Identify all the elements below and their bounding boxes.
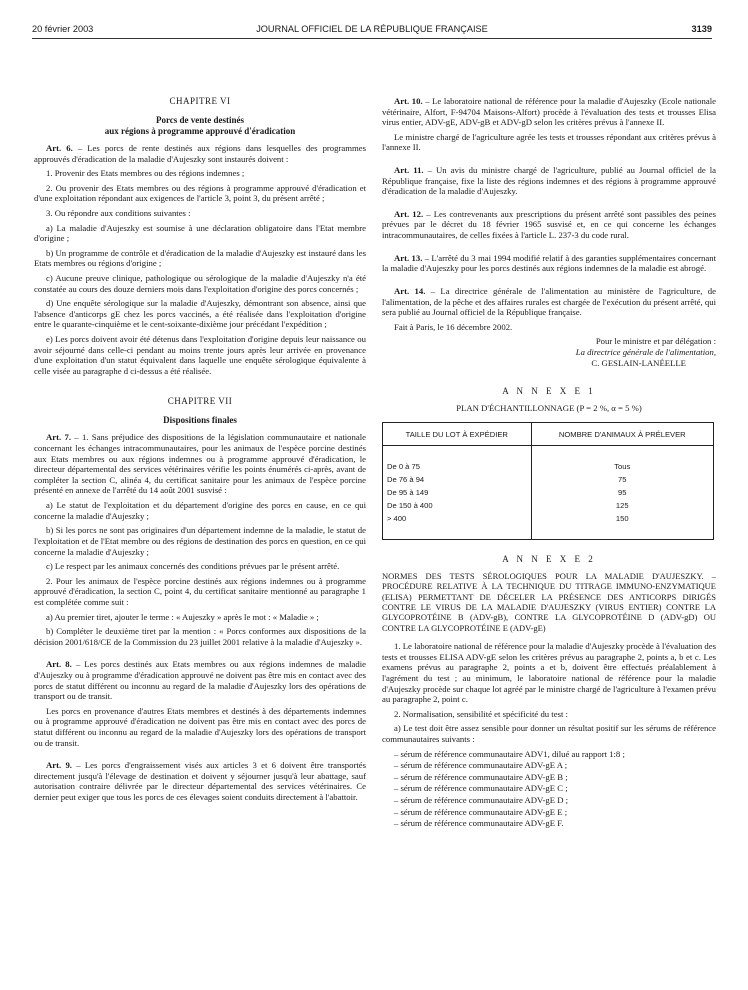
table-row: De 150 à 400 125 (383, 499, 714, 512)
left-column (34, 96, 366, 807)
article-6-item-1: 1. Provenir des Etats membres ou des régions indemnes ; (46, 168, 245, 179)
table-header-lot: TAILLE DU LOT À EXPÉDIER (383, 422, 532, 445)
chapter-6-title-line2: aux régions à programme approuvé d'éradication (104, 125, 296, 136)
annexe-1-heading: A N N E X E 1 (502, 386, 596, 397)
header-date: 20 février 2003 (32, 24, 94, 34)
article-7-2-item-b: b) Compléter le deuxième tiret par la mention : « Porcs conformes aux dispositions de la décision 2001/618/CE de la Commission du 23 juillet 2001 relative à la maladie d'Aujeszky ». (34, 626, 366, 647)
article-7-2-item-a: a) Au premier tiret, ajouter le terme : « Aujeszky » après le mot : « Maladie » ; (46, 611, 319, 622)
annexe-2-heading: A N N E X E 2 (502, 554, 596, 565)
right-column (382, 96, 716, 830)
article-14: Art. 14. – La directrice générale de l'alimentation au ministère de l'agriculture, de l'alimentation, de la pêche et des affaires rurales est chargée de l'exécution du présent arrêté, qui sera publié au Journal officiel de la République française. (382, 285, 716, 318)
article-6-item-a: a) La maladie d'Aujeszky est soumise à une déclaration obligatoire dans l'Etat membre d'origine ; (34, 222, 366, 244)
article-10-para-2: Le ministre chargé de l'agriculture agrée les tests et trousses répondant aux critères prévus à l'annexe II. (382, 131, 716, 153)
signing-place-date: Fait à Paris, le 16 décembre 2002. (394, 321, 513, 332)
sampling-table (382, 422, 714, 540)
annexe-2-title: NORMES DES TESTS SÉROLOGIQUES POUR LA MALADIE D'AUJESZKY. – PROCÉDURE RELATIVE À LA TECHNIQUE DU TITRAGE IMMUNO-ENZYMATIQUE (ELISA) PERMETTANT DE DÉCELER LA PRÉSENCE DES ANTICORPS DIRIGÉS CONTRE LE VIRUS DE LA MALADIE D'AUJESZKY (VIRUS ENTIER) CONTRE LA GLYCOPROTÉINE B (ADV-gB), CONTRE LA GLYCOPROTÉINE D (ADV-gD) OU CONTRE LA GLYCOPROTÉINE E (ADV-gE) (382, 570, 716, 633)
annexe-2-para-1: 1. Le laboratoire national de référence pour la maladie d'Aujeszky procède à l'évaluation des tests et trousses ELISA ADV-gE selon les critères prévus au paragraphe 2, points a, b et c. Les examens prévus au paragraphe 2, points a et b, doivent être effectués préalablement à l'agrément du test ; au minimum, le laboratoire national de référence pour la maladie d'Aujeszky procède sur chaque lot agréé par le ministre chargé de l'agriculture à l'examen prévu au paragraphe 2, point c. (382, 641, 716, 705)
article-6-item-b: b) Un programme de contrôle et d'éradication de la maladie d'Aujeszky est instauré dans les Etats membres ou régions d'origine ; (34, 247, 366, 269)
table-row: De 0 à 75 Tous (383, 460, 714, 473)
table-row: De 95 à 149 95 (383, 486, 714, 499)
chapter-6-title-line1: Porcs de vente destinés (155, 114, 245, 125)
header-page-number: 3139 (691, 24, 712, 34)
article-7-para-2: 2. Pour les animaux de l'espèce porcine destinés aux régions indemnes ou à programme approuvé d'éradication, la section C, point 4, du certificat sanitaire mentionné au paragraphe 1 est complétée comme suit : (34, 575, 366, 607)
list-item: – sérum de référence communautaire ADV-gE C ; (394, 783, 716, 794)
annexe-1-subtitle: PLAN D'ÉCHANTILLONNAGE (P = 2 %, α = 5 %) (456, 403, 642, 414)
signature-line-1: Pour le ministre et par délégation : (595, 336, 716, 347)
list-item: – sérum de référence communautaire ADV-gE F. (394, 818, 716, 829)
article-6-item-3: 3. Ou répondre aux conditions suivantes : (46, 207, 191, 218)
article-6-item-c: c) Aucune preuve clinique, pathologique ou sérologique de la maladie d'Aujeszky n'a été constatée au cours des douze derniers mois dans l'exploitation d'origine des porcs concernés ; (34, 273, 366, 294)
chapter-7-title: Dispositions finales (163, 415, 237, 426)
header-journal-title: JOURNAL OFFICIEL DE LA RÉPUBLIQUE FRANÇAISE (256, 24, 488, 34)
article-11: Art. 11. – Un avis du ministre chargé de l'agriculture, publié au Journal officiel de la République française, fixe la liste des régions indemnes et des régions à programme approuvé d'éradication de la maladie d'Aujeszky. (382, 165, 716, 197)
list-item: – sérum de référence communautaire ADV1, dilué au rapport 1:8 ; (394, 749, 716, 760)
article-9: Art. 9. – Les porcs d'engraissement visés aux articles 3 et 6 doivent être transportés directement jusqu'à l'élevage de destination et doivent y séjourner jusqu'à leur abattage, sauf autorisation contraire délivrée par le directeur départemental des services vétérinaires. Ce dernier peut exiger que tous les porcs de ces élevages soient conduits directement à l'abattoir. (34, 760, 366, 803)
article-7-item-b: b) Si les porcs ne sont pas originaires d'un département indemne de la maladie, le statut de l'exploitation et de l'Etat membre ou des régions de destination des porcs en question, en ce qui concerne la maladie d'Aujeszky ; (34, 525, 366, 557)
annexe-2-para-2: 2. Normalisation, sensibilité et spécificité du test : (394, 708, 568, 719)
list-item: – sérum de référence communautaire ADV-gE E ; (394, 807, 716, 818)
article-8-para-2: Les porcs en provenance d'autres Etats membres et destinés à des départements indemnes ou à programme approuvé d'éradication ne doivent pas être mis en contact avec des porcs de statut différent ou inconnu au regard de la maladie d'Aujeszky lors des opérations de transport ou de transit. (34, 705, 366, 748)
chapter-7-heading: CHAPITRE VII (167, 396, 233, 407)
article-7-item-a: a) Le statut de l'exploitation et du département d'origine des porcs en cause, en ce qui concerne la maladie d'Aujeszky ; (34, 500, 366, 521)
signature-line-2: La directrice générale de l'alimentation, (575, 346, 716, 357)
list-item: – sérum de référence communautaire ADV-gE A ; (394, 760, 716, 771)
article-7: Art. 7. – 1. Sans préjudice des dispositions de la législation communautaire et nationale concernant les échanges intracommunautaires, pour les animaux de l'espèce porcine destinés aux Etats membres ou aux régions indemnes ou à programme approuvé d'éradication, le directeur départemental des services vétérinaires vérifie les points énumérés ci-après, avant de compléter la section C, alinéa 4, du certificat sanitaire pour les animaux de l'espèce porcine présenté en annexe de l'arrêté du 14 août 2001 susvisé : (34, 432, 366, 496)
article-10: Art. 10. – Le laboratoire national de référence pour la maladie d'Aujeszky (Ecole nationale vétérinaire, Alfort, F-94704 Maisons-Alfort) procède à l'évaluation des tests et trousses Elisa virus entier, ADV-gE, ADV-gB et ADV-gD selon les critères prévus à l'annexe II. (382, 96, 716, 128)
list-item: – sérum de référence communautaire ADV-gE B ; (394, 772, 716, 783)
signature-name: C. GESLAIN-LANÉELLE (591, 357, 686, 368)
table-row: De 76 à 94 75 (383, 473, 714, 486)
article-7-item-c: c) Le respect par les animaux concernés des conditions prévues par le présent arrêté. (46, 561, 340, 572)
article-8: Art. 8. – Les porcs destinés aux Etats membres ou aux régions indemnes de maladie d'Aujeszky ou à programme d'éradication approuvé ne doivent pas être mis en contact avec des porcs de statut différent ou inconnu au regard de la maladie d'Aujeszky lors des opérations de transport ou de transit. (34, 659, 367, 702)
table-header-animals: NOMBRE D'ANIMAUX À PRÉLEVER (531, 422, 713, 445)
reference-serum-list (394, 749, 716, 829)
article-6-item-e: e) Les porcs doivent avoir été détenus dans l'exploitation d'origine depuis leur naissance ou avoir séjourné dans celle-ci pendant au moins trente jours après leur arrivée en provenance d'une exploitation d'un statut équivalent dans laquelle une enquête sérologique équivalente à celle visée au paragraphe d ci-dessus a été réalisée. (34, 334, 366, 376)
page-header (32, 24, 712, 39)
article-13: Art. 13. – L'arrêté du 3 mai 1994 modifié relatif à des garanties supplémentaires concernant la maladie d'Aujeszky pour les porcs destinés aux régions indemnes de la maladie est abrogé. (382, 252, 716, 274)
chapter-6-heading: CHAPITRE VI (169, 96, 231, 106)
article-12: Art. 12. – Les contrevenants aux prescriptions du présent arrêté sont passibles des peines prévues par le décret du 18 février 1965 susvisé et, en ce qui concerne les échanges intracommunautaires, de celles fixées à l'article L. 237-3 du code rural. (382, 208, 716, 241)
article-6: Art. 6. – Les porcs de rente destinés aux régions dans lesquelles des programmes approuvés d'éradication de la maladie d'Aujeszky sont instaurés doivent : (34, 142, 366, 164)
list-item: – sérum de référence communautaire ADV-gE D ; (394, 795, 716, 806)
annexe-2-para-2a: a) Le test doit être assez sensible pour donner un résultat positif sur les sérums de référence communautaires suivants : (382, 723, 716, 745)
table-row: > 400 150 (383, 512, 714, 525)
article-6-item-2: 2. Ou provenir des Etats membres ou des régions à programme approuvé d'éradication et d'une exploitation répondant aux exigences de l'article 3, point 3, du présent arrêté ; (34, 182, 366, 204)
article-6-item-d: d) Une enquête sérologique sur la maladie d'Aujeszky, démontrant son absence, ainsi que l'absence d'anticorps gE chez les porcs vaccinés, a été réalisée dans l'exploitation d'origine entre le quarante-cinquième et le cent-soixante-dixième jour précédant l'expédition ; (34, 298, 366, 330)
